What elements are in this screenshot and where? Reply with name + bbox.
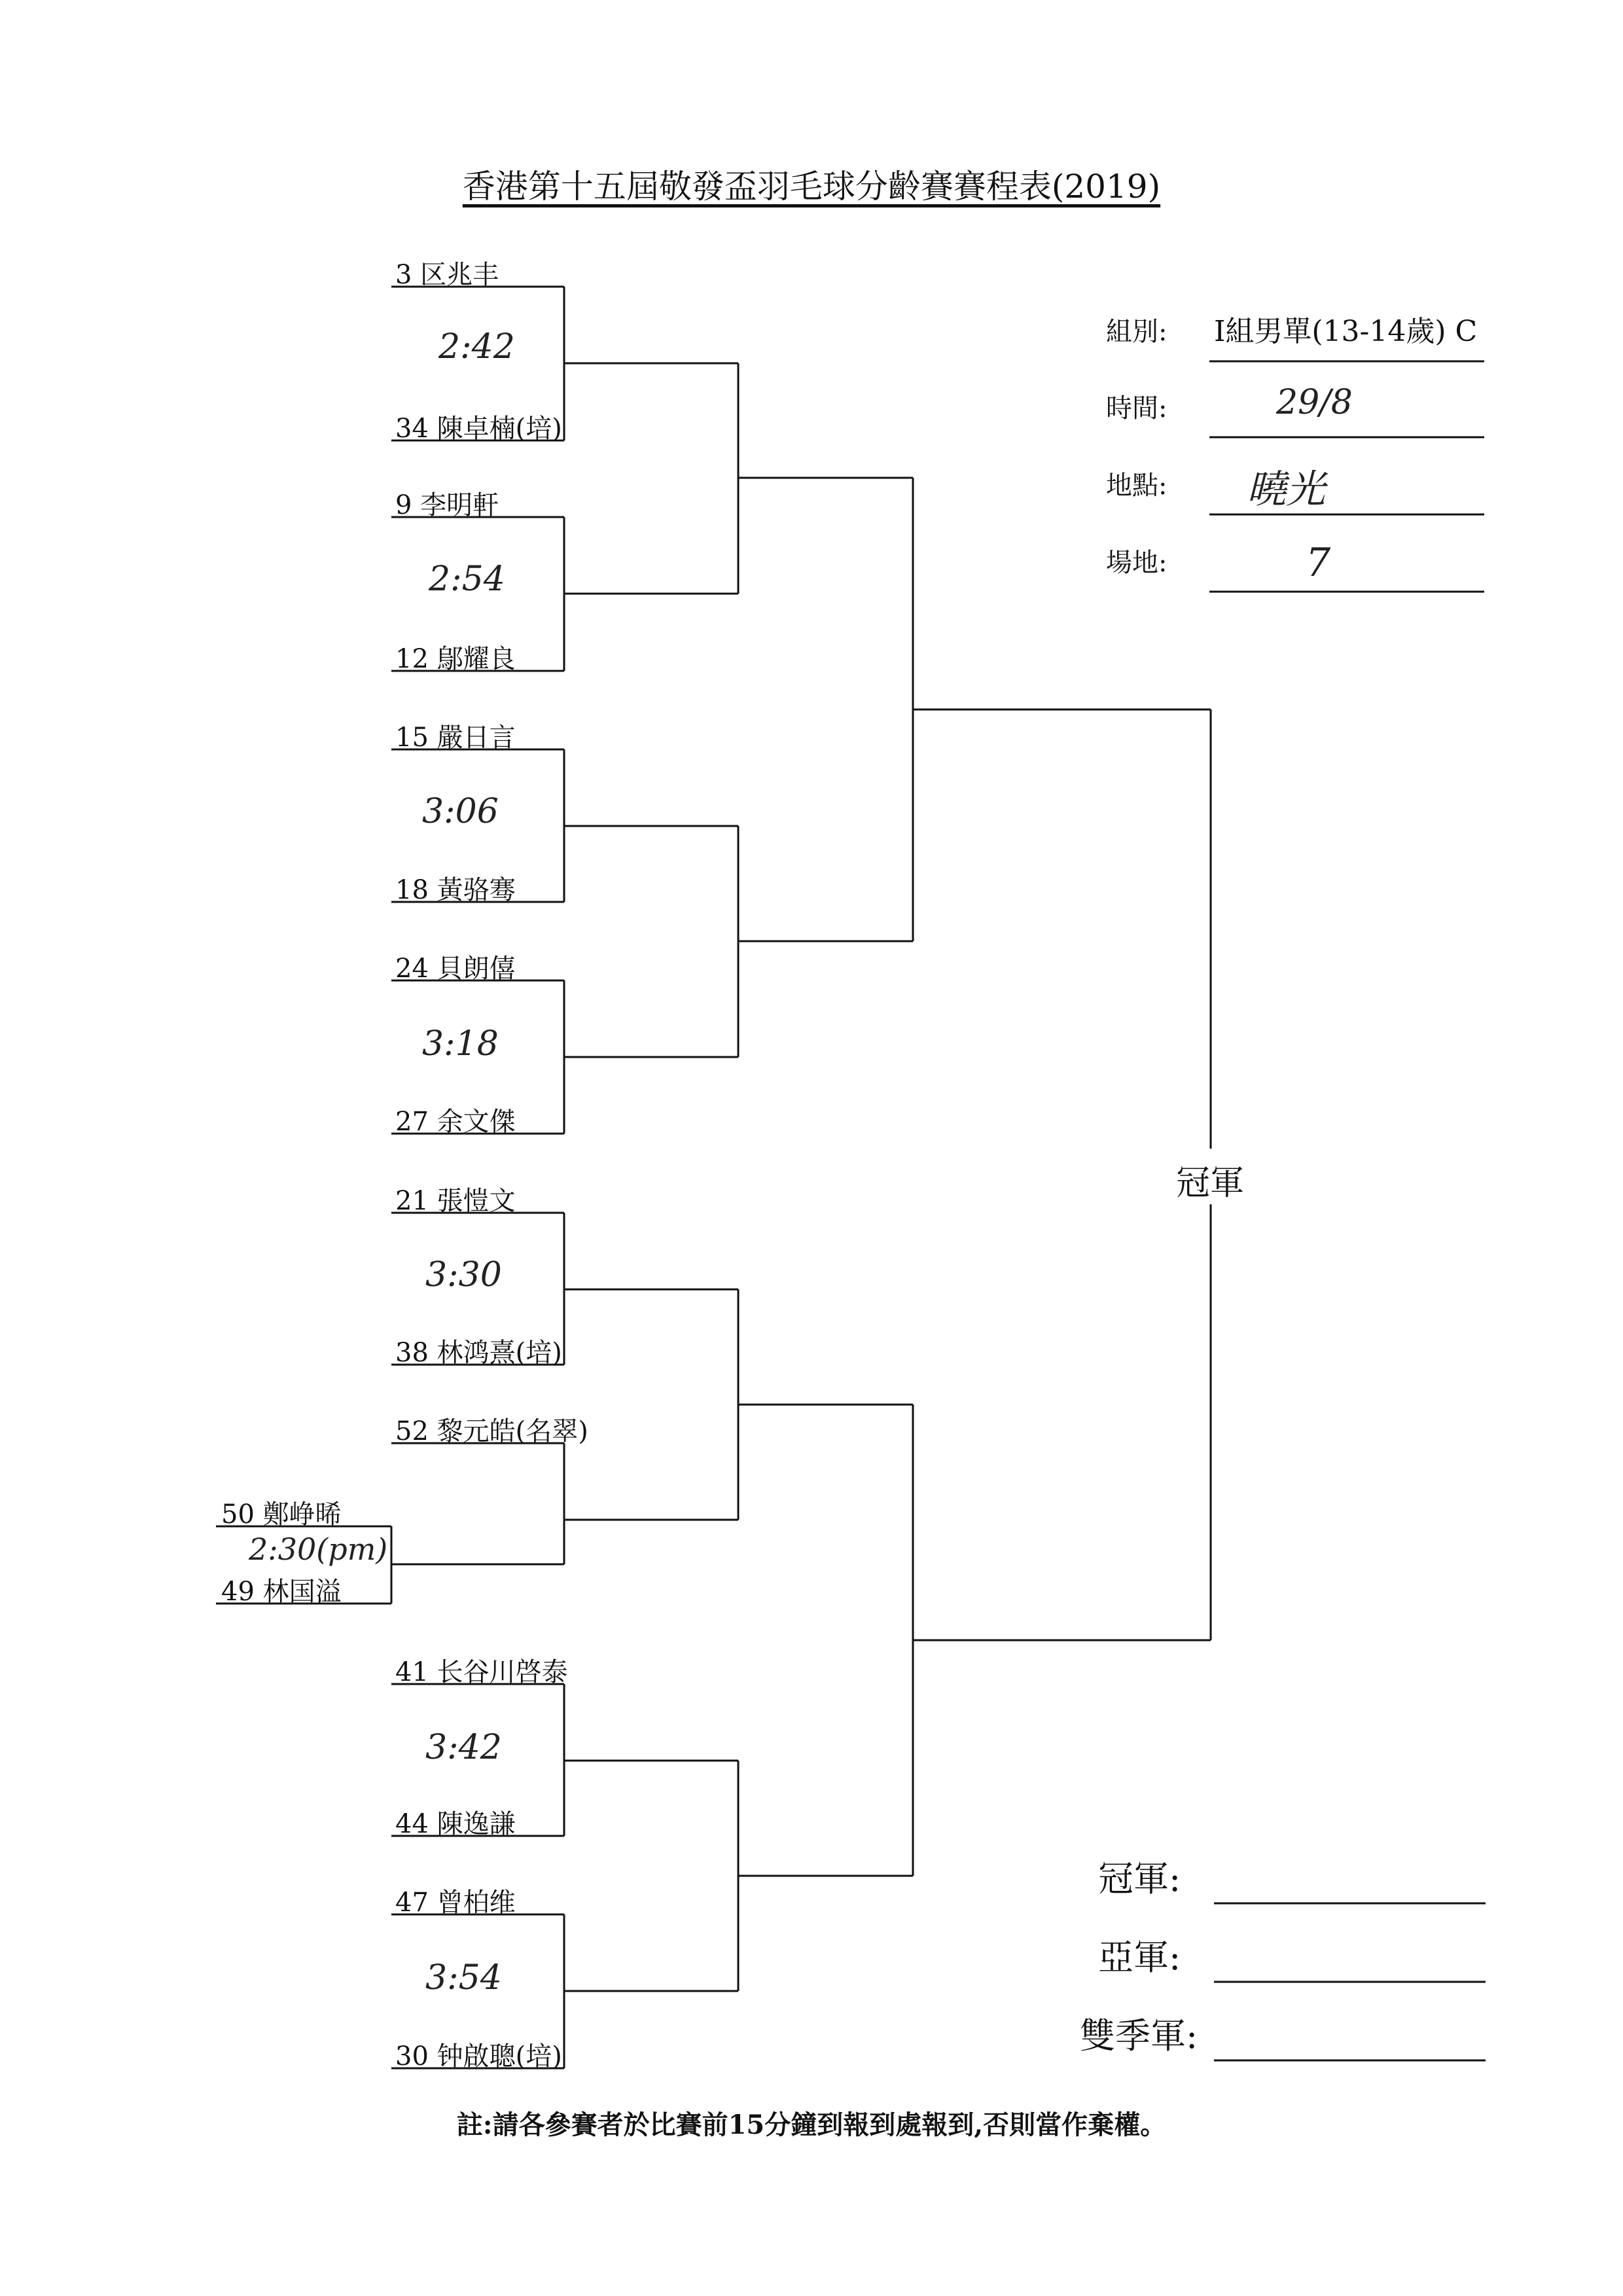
match-time: 3:06	[422, 792, 499, 831]
match-time: 3:30	[425, 1255, 502, 1295]
player-entry: 9 李明軒	[395, 490, 499, 520]
player-entry: 30 钟啟聰(培)	[395, 2041, 562, 2072]
player-entry: 49 林国溢	[221, 1577, 342, 1607]
time-label: 時間:	[1106, 393, 1168, 423]
match-time: 2:54	[429, 560, 505, 599]
match-time: 3:54	[425, 1958, 502, 1998]
player-entry: 3 区兆丰	[395, 260, 499, 290]
page-title: 香港第十五屆敬發盃羽毛球分齡賽賽程表(2019)	[462, 168, 1161, 206]
time-value: 29/8	[1276, 383, 1353, 422]
match-time: 2:42	[438, 327, 515, 367]
third-place-result-label: 雙季軍:	[1080, 2015, 1198, 2056]
venue-label: 地點:	[1106, 471, 1168, 501]
match-time: 3:42	[425, 1728, 502, 1767]
player-entry: 41 长谷川啓泰	[395, 1657, 568, 1687]
venue-value: 曉光	[1247, 467, 1325, 512]
player-entry: 15 嚴日言	[395, 723, 516, 753]
court-label: 場地:	[1106, 548, 1168, 578]
player-entry: 34 陳卓楠(培)	[395, 414, 562, 444]
player-entry: 52 黎元皓(名翠)	[395, 1416, 588, 1446]
player-entry: 38 林鸿熹(培)	[395, 1338, 562, 1368]
court-value: 7	[1306, 540, 1331, 586]
result-underlines	[1214, 1903, 1486, 2060]
runner-up-result-label: 亞軍:	[1098, 1937, 1181, 1978]
player-entry: 27 余文傑	[395, 1107, 516, 1137]
player-entry: 47 曾柏维	[395, 1888, 516, 1918]
round-2-lines	[738, 363, 913, 1991]
match-time: 3:18	[422, 1024, 499, 1064]
player-entry: 44 陳逸謙	[395, 1809, 516, 1839]
champion-label: 冠軍	[1176, 1164, 1245, 1203]
match-time: 2:30(pm)	[249, 1532, 388, 1567]
group-label: 組別:	[1106, 317, 1168, 347]
player-entry: 18 黃骆骞	[395, 875, 516, 905]
semifinal-lines	[913, 478, 1211, 1876]
group-value: I組男單(13-14歲) C	[1214, 315, 1478, 348]
player-entry: 21 張愷文	[395, 1186, 516, 1216]
footnote: 註:請各參賽者於比賽前15分鐘到報到處報到,否則當作棄權。	[456, 2109, 1167, 2140]
champion-result-label: 冠軍:	[1098, 1858, 1181, 1899]
player-entry: 50 鄭峥晞	[221, 1499, 342, 1530]
player-entry: 12 鄔耀良	[395, 644, 516, 674]
player-entry: 24 貝朗僖	[395, 954, 516, 984]
